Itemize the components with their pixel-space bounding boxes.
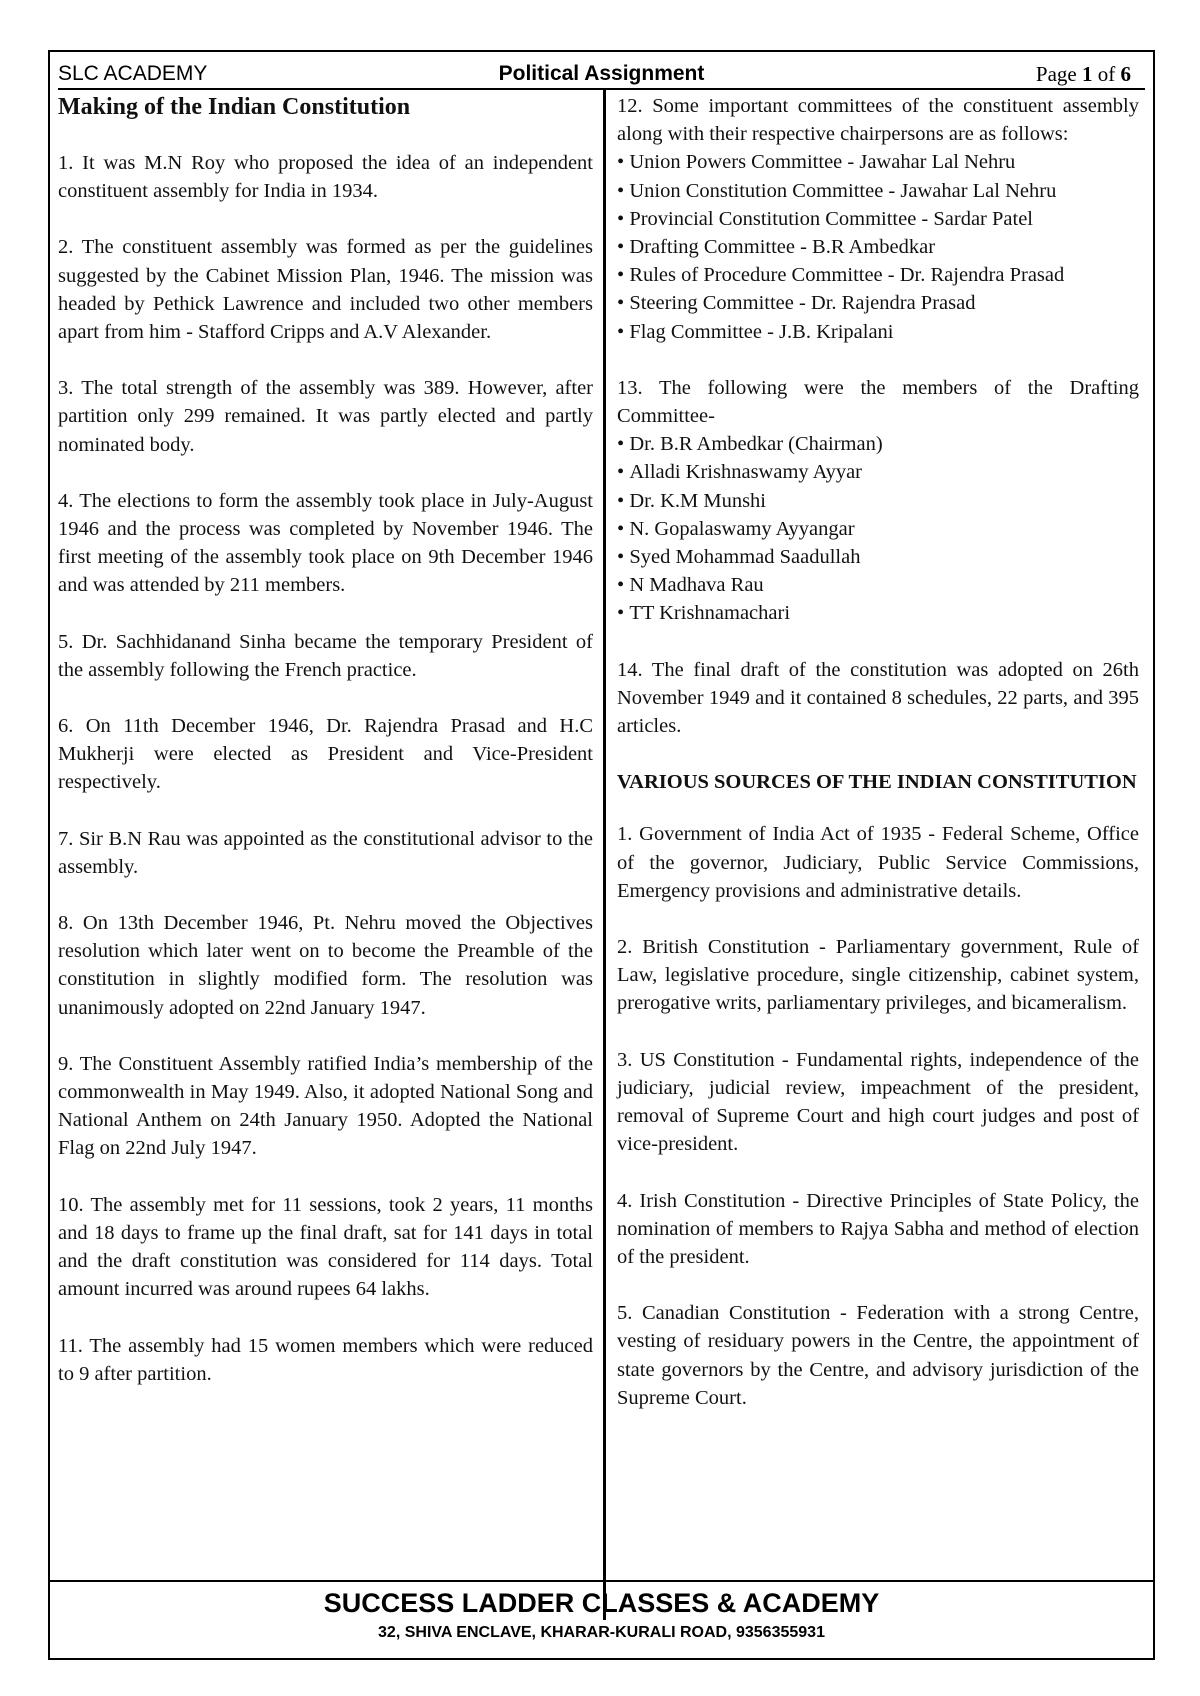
footer-address: 32, SHIVA ENCLAVE, KHARAR-KURALI ROAD, 9356355931 — [378, 1624, 825, 1641]
paragraph-1: 1. It was M.N Roy who proposed the idea of an independent constituent assembly for India in 1934. — [58, 152, 593, 203]
list-item: • Dr. K.M Munshi — [617, 487, 1139, 515]
footer-title: SUCCESS LADDER CLASSES & ACADEMY — [323, 1588, 880, 1618]
paragraph-9: 9. The Constituent Assembly ratified India’s membership of the commonwealth in May 1949. Also, it adopted National Song and National Anthem on 24th January 1950. Adopted the National Flag on 22nd July 1947. — [58, 1052, 593, 1160]
page-footer — [50, 1586, 1153, 1646]
page-of: of — [1092, 62, 1121, 86]
paragraph-5: 5. Dr. Sachhidanand Sinha became the temporary President of the assembly following the French practice. — [58, 630, 593, 681]
right-column — [617, 92, 1139, 1440]
committees-intro: 12. Some important committees of the constituent assembly along with their respective chairpersons are as follows: — [617, 95, 1139, 146]
list-item: • N Madhava Rau — [617, 571, 1139, 599]
page-total: 6 — [1120, 62, 1131, 86]
source-3: 3. US Constitution - Fundamental rights, independence of the judiciary, judicial review, impeachment of the president, removal of Supreme Court and high court judges and post of vice-president. — [617, 1048, 1139, 1156]
header-page-number — [1036, 62, 1131, 87]
column-divider — [603, 90, 606, 1620]
source-4: 4. Irish Constitution - Directive Principles of State Policy, the nomination of members to Rajya Sabha and method of election of the president. — [617, 1189, 1139, 1268]
page-prefix: Page — [1035, 62, 1082, 86]
header-academy-name: SLC ACADEMY — [58, 62, 208, 85]
paragraph-6: 6. On 11th December 1946, Dr. Rajendra Prasad and H.C Mukherji were elected as President and Vice-President respectively. — [58, 715, 593, 794]
paragraph-10: 10. The assembly met for 11 sessions, took 2 years, 11 months and 18 days to frame up the final draft, sat for 141 days in total and the draft constitution was considered for 114 days. Total amount incurred was around rupees 64 lakhs. — [58, 1193, 593, 1301]
drafting-intro: 13. The following were the members of the Drafting Committee- — [617, 376, 1139, 428]
footer-divider — [50, 1580, 1153, 1582]
list-item: • Rules of Procedure Committee - Dr. Rajendra Prasad — [617, 261, 1139, 289]
list-item: • N. Gopalaswamy Ayyangar — [617, 515, 1139, 543]
list-item: • Provincial Constitution Committee - Sardar Patel — [617, 205, 1139, 233]
list-item: • Syed Mohammad Saadullah — [617, 543, 1139, 571]
list-item: • Alladi Krishnaswamy Ayyar — [617, 458, 1139, 486]
paragraph-8: 8. On 13th December 1946, Pt. Nehru moved the Objectives resolution which later went on to become the Preamble of the constitution in slightly modified form. The resolution was unanimously adopted on 22nd January 1947. — [58, 912, 593, 1019]
list-item: • TT Krishnamachari — [617, 599, 1139, 627]
source-1: 1. Government of India Act of 1935 - Federal Scheme, Office of the governor, Judiciary, Public Service Commissions, Emergency provisions and administrative details. — [617, 823, 1139, 902]
list-item: • Dr. B.R Ambedkar (Chairman) — [617, 430, 1139, 458]
source-5: 5. Canadian Constitution - Federation with a strong Centre, vesting of residuary powers in the Centre, the appointment of state governors by the Centre, and advisory jurisdiction of the Supreme Court. — [617, 1302, 1139, 1409]
section-title-making: Making of the Indian Constitution — [58, 94, 411, 120]
final-draft-paragraph: 14. The final draft of the constitution was adopted on 26th November 1949 and it contained 8 schedules, 22 parts, and 395 articles. — [617, 658, 1139, 738]
paragraph-2: 2. The constituent assembly was formed as per the guidelines suggested by the Cabinet Mission Plan, 1946. The mission was headed by Pethick Lawrence and included two other members apart from him - Stafford Cripps and A.V Alexander. — [58, 236, 593, 344]
paragraph-11: 11. The assembly had 15 women members which were reduced to 9 after partition. — [58, 1334, 593, 1385]
list-item: • Flag Committee - J.B. Kripalani — [617, 318, 1139, 346]
page-current: 1 — [1082, 62, 1093, 86]
list-item: • Drafting Committee - B.R Ambedkar — [617, 233, 1139, 261]
page-frame — [48, 50, 1155, 1660]
sources-title: VARIOUS SOURCES OF THE INDIAN CONSTITUTION — [617, 771, 1137, 794]
paragraph-7: 7. Sir B.N Rau was appointed as the constitutional advisor to the assembly. — [58, 827, 593, 878]
source-2: 2. British Constitution - Parliamentary government, Rule of Law, legislative procedure, single citizenship, cabinet system, prerogative writs, parliamentary privileges, and bicameralism. — [617, 936, 1139, 1015]
left-column — [58, 92, 593, 1416]
drafting-members-list — [617, 430, 1139, 627]
page-header — [58, 56, 1145, 90]
list-item: • Union Constitution Committee - Jawahar Lal Nehru — [617, 177, 1139, 205]
paragraph-4: 4. The elections to form the assembly took place in July-August 1946 and the process was completed by November 1946. The first meeting of the assembly took place on 9th December 1946 and was attended by 211 members. — [58, 489, 593, 597]
committees-list — [617, 148, 1139, 345]
paragraph-3: 3. The total strength of the assembly was 389. However, after partition only 299 remained. It was partly elected and partly nominated body. — [58, 377, 593, 456]
list-item: • Union Powers Committee - Jawahar Lal Nehru — [617, 148, 1139, 176]
header-assignment-title: Political Assignment — [498, 62, 705, 85]
list-item: • Steering Committee - Dr. Rajendra Prasad — [617, 289, 1139, 317]
